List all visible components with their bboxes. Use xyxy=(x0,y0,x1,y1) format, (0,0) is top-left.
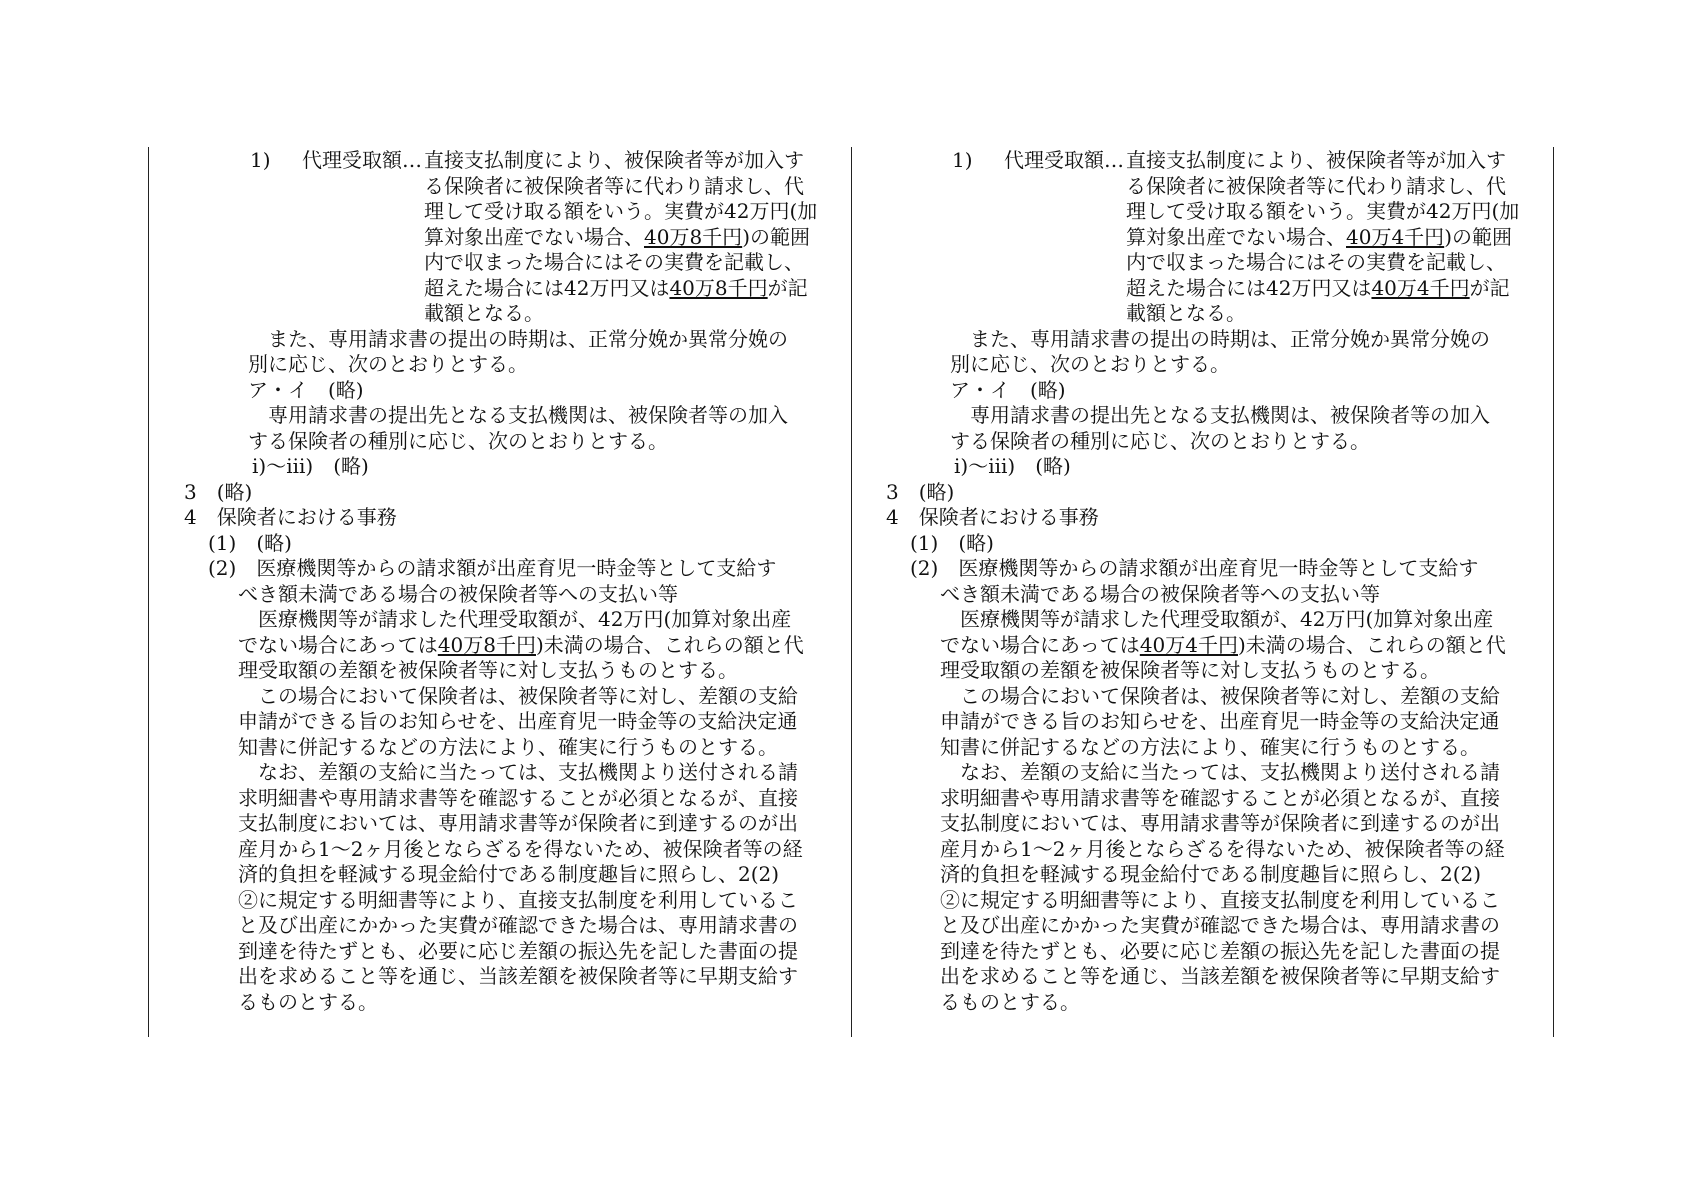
paragraph-line: 別に応じ、次のとおりとする。 xyxy=(248,352,528,376)
subsection-heading: べき額未満である場合の被保険者等への支払い等 xyxy=(238,581,678,606)
text-run: )の範囲 xyxy=(742,224,810,249)
item1-label: 代理受取額… xyxy=(302,148,422,172)
amount-underlined: 40万8千円 xyxy=(437,632,536,657)
text-run: )未満の場合、これらの額と代 xyxy=(1238,632,1506,657)
right-margin-rule xyxy=(1553,147,1554,1037)
paragraph-line: と及び出産にかかった実費が確認できた場合は、専用請求書の xyxy=(940,913,1500,937)
text-run: が記 xyxy=(1469,275,1510,300)
paragraph-line: 専用請求書の提出先となる支払機関は、被保険者等の加入 xyxy=(268,403,788,427)
omitted-items: i)〜iii) (略) xyxy=(252,454,369,478)
text-run: 超えた場合には42万円又は xyxy=(424,275,670,300)
paragraph-line: るものとする。 xyxy=(238,989,378,1014)
paragraph-line: この場合において保険者は、被保険者等に対し、差額の支給 xyxy=(258,683,798,708)
paragraph-line: 支払制度においては、専用請求書等が保険者に到達するのが出 xyxy=(940,811,1500,835)
paragraph-line: 産月から1〜2ヶ月後とならざるを得ないため、被保険者等の経 xyxy=(940,836,1505,861)
amount-underlined: 40万8千円 xyxy=(669,275,768,300)
paragraph-line: 知書に併記するなどの方法により、確実に行うものとする。 xyxy=(940,734,1480,759)
amount-underlined: 40万4千円 xyxy=(1139,632,1238,657)
subsection-heading: (2) 医療機関等からの請求額が出産育児一時金等として支給す xyxy=(910,556,1479,580)
paragraph-line: るものとする。 xyxy=(940,989,1080,1014)
paragraph-line: と及び出産にかかった実費が確認できた場合は、専用請求書の xyxy=(238,913,798,937)
paragraph-line: なお、差額の支給に当たっては、支払機関より送付される請 xyxy=(960,760,1500,784)
paragraph-line: 医療機関等が請求した代理受取額が、42万円(加算対象出産 xyxy=(960,607,1494,631)
subsection-heading: (1) (略) xyxy=(208,530,292,555)
center-divider-rule xyxy=(851,147,852,1037)
text-run: )未満の場合、これらの額と代 xyxy=(536,632,804,657)
paragraph-line: 済的負担を軽減する現金給付である制度趣旨に照らし、2(2) xyxy=(238,862,780,886)
item1-text: 理して受け取る額をいう。実費が42万円(加 xyxy=(1126,199,1520,223)
section-heading: 4 保険者における事務 xyxy=(184,505,397,529)
paragraph-line: 支払制度においては、専用請求書等が保険者に到達するのが出 xyxy=(238,811,798,835)
paragraph-line: 別に応じ、次のとおりとする。 xyxy=(950,352,1230,376)
text-run: 算対象出産でない場合、 xyxy=(424,224,644,249)
item1-number: 1) xyxy=(952,148,973,172)
paragraph-line: 申請ができる旨のお知らせを、出産育児一時金等の支給決定通 xyxy=(238,709,798,733)
item1-label: 代理受取額… xyxy=(1004,148,1124,172)
item1-text: る保険者に被保険者等に代わり請求し、代 xyxy=(1126,173,1506,198)
paragraph-line: この場合において保険者は、被保険者等に対し、差額の支給 xyxy=(960,683,1500,708)
omitted-items: i)〜iii) (略) xyxy=(954,454,1071,478)
paragraph-line: ②に規定する明細書等により、直接支払制度を利用しているこ xyxy=(238,887,798,912)
section-heading: 3 (略) xyxy=(886,479,955,504)
section-heading: 3 (略) xyxy=(184,479,253,504)
paragraph-line: 到達を待たずとも、必要に応じ差額の振込先を記した書面の提 xyxy=(238,938,798,963)
paragraph-line: 専用請求書の提出先となる支払機関は、被保険者等の加入 xyxy=(970,403,1490,427)
paragraph-line: 求明細書や専用請求書等を確認することが必須となるが、直接 xyxy=(238,785,798,810)
text-run: でない場合にあっては xyxy=(238,632,438,657)
amount-underlined: 40万4千円 xyxy=(1371,275,1470,300)
amount-underlined: 40万4千円 xyxy=(1346,224,1445,249)
paragraph-line: また、専用請求書の提出の時期は、正常分娩か異常分娩の xyxy=(268,326,788,351)
item1-text xyxy=(180,225,820,251)
item1-text xyxy=(882,276,1522,302)
item1-text: 理して受け取る額をいう。実費が42万円(加 xyxy=(424,199,818,223)
paragraph-line: 出を求めること等を通じ、当該差額を被保険者等に早期支給す xyxy=(238,964,798,988)
paragraph-line: ②に規定する明細書等により、直接支払制度を利用しているこ xyxy=(940,887,1500,912)
item1-line1 xyxy=(882,148,1522,174)
paragraph-line: 求明細書や専用請求書等を確認することが必須となるが、直接 xyxy=(940,785,1500,810)
text-run: でない場合にあっては xyxy=(940,632,1140,657)
paragraph-line: 医療機関等が請求した代理受取額が、42万円(加算対象出産 xyxy=(258,607,792,631)
left-margin-rule xyxy=(148,147,149,1037)
item1-text: 載額となる。 xyxy=(424,301,544,325)
right-column xyxy=(882,148,1522,1015)
paragraph-line xyxy=(882,633,1522,659)
omitted-items: ア・イ (略) xyxy=(950,377,1066,402)
section-heading: 4 保険者における事務 xyxy=(886,505,1099,529)
amount-underlined: 40万8千円 xyxy=(644,224,743,249)
item1-number: 1) xyxy=(250,148,271,172)
subsection-heading: (2) 医療機関等からの請求額が出産育児一時金等として支給す xyxy=(208,556,777,580)
paragraph-line: なお、差額の支給に当たっては、支払機関より送付される請 xyxy=(258,760,798,784)
left-column xyxy=(180,148,820,1015)
item1-text xyxy=(882,225,1522,251)
text-run: 算対象出産でない場合、 xyxy=(1126,224,1346,249)
text-run: )の範囲 xyxy=(1444,224,1512,249)
item1-text: 直接支払制度により、被保険者等が加入す xyxy=(1126,148,1506,172)
paragraph-line: 済的負担を軽減する現金給付である制度趣旨に照らし、2(2) xyxy=(940,862,1482,886)
paragraph-line: 知書に併記するなどの方法により、確実に行うものとする。 xyxy=(238,734,778,759)
item1-text xyxy=(180,276,820,302)
subsection-heading: (1) (略) xyxy=(910,530,994,555)
paragraph-line: 到達を待たずとも、必要に応じ差額の振込先を記した書面の提 xyxy=(940,938,1500,963)
item1-text: 内で収まった場合にはその実費を記載し、 xyxy=(1126,250,1506,274)
paragraph-line: 出を求めること等を通じ、当該差額を被保険者等に早期支給す xyxy=(940,964,1500,988)
paragraph-line: また、専用請求書の提出の時期は、正常分娩か異常分娩の xyxy=(970,326,1490,351)
paragraph-line: 理受取額の差額を被保険者等に対し支払うものとする。 xyxy=(238,658,738,682)
text-run: が記 xyxy=(767,275,808,300)
omitted-items: ア・イ (略) xyxy=(248,377,364,402)
item1-text: 直接支払制度により、被保険者等が加入す xyxy=(424,148,804,172)
paragraph-line: 理受取額の差額を被保険者等に対し支払うものとする。 xyxy=(940,658,1440,682)
item1-text: 内で収まった場合にはその実費を記載し、 xyxy=(424,250,804,274)
text-run: 超えた場合には42万円又は xyxy=(1126,275,1372,300)
paragraph-line: 産月から1〜2ヶ月後とならざるを得ないため、被保険者等の経 xyxy=(238,836,803,861)
item1-text: る保険者に被保険者等に代わり請求し、代 xyxy=(424,173,804,198)
paragraph-line: する保険者の種別に応じ、次のとおりとする。 xyxy=(248,428,668,453)
paragraph-line: 申請ができる旨のお知らせを、出産育児一時金等の支給決定通 xyxy=(940,709,1500,733)
item1-line1 xyxy=(180,148,820,174)
paragraph-line xyxy=(180,633,820,659)
subsection-heading: べき額未満である場合の被保険者等への支払い等 xyxy=(940,581,1380,606)
item1-text: 載額となる。 xyxy=(1126,301,1246,325)
paragraph-line: する保険者の種別に応じ、次のとおりとする。 xyxy=(950,428,1370,453)
